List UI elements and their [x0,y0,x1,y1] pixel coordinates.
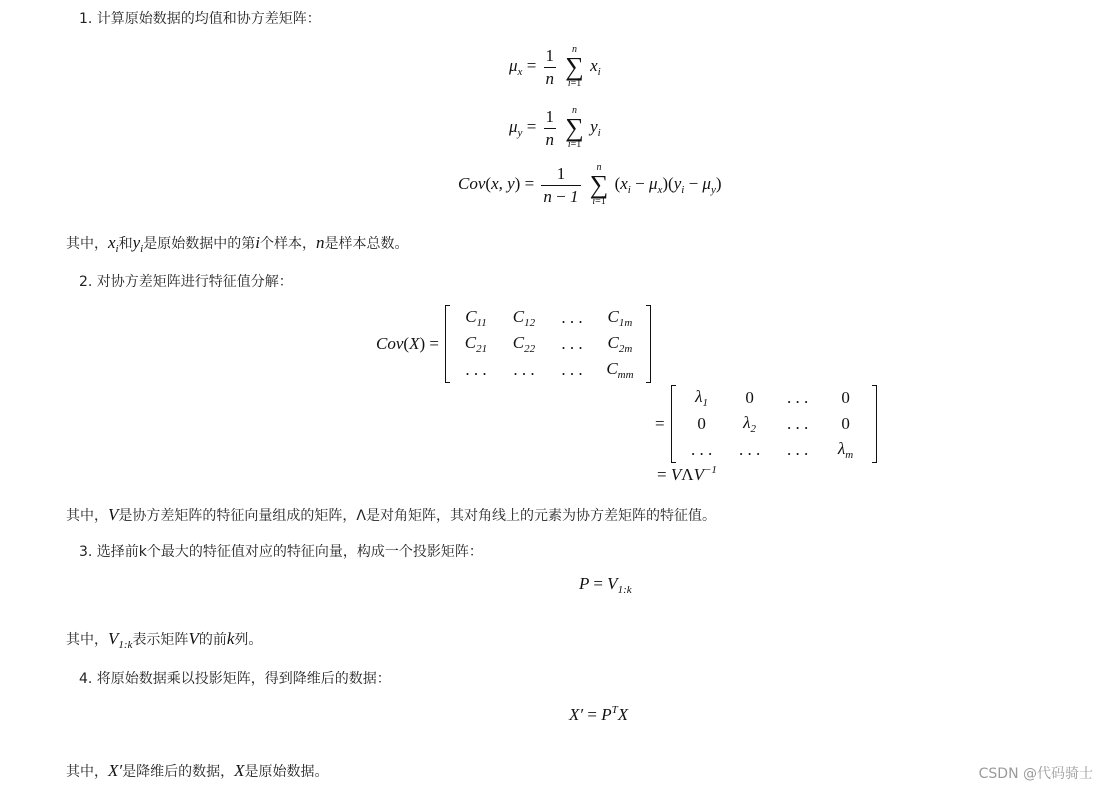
formula-decomposition: = $V\Lambda V^{-1}$ [657,464,717,484]
formula-mean-x: $\mu_x$ = $\frac{1}{n}$ n ∑ i=1 $x_i$ [509,44,601,89]
formula-projection: $P = V_{1:k}$ [579,574,632,596]
formula-covariance: Cov(x, y) = $\frac{1}{n - 1}$ n ∑ i=1 $(x_i - \mu_x)(y_i - \mu_y)$ [458,162,722,207]
step-3-heading: 3. 选择前k个最大的特征值对应的特征向量，构成一个投影矩阵： [79,544,483,560]
covariance-matrix: $C_{11}$ $C_{12}$ . . . $C_{1m}$ $C_{21}$ $C_{22}$ . . . $C_{2m}$ . . . . . . . . . $C_{mm}$ [445,305,651,383]
note-1: 其中，$x_i$和$y_i$是原始数据中的第i个样本，n是样本总数。 [66,233,409,255]
note-2: 其中，V是协方差矩阵的特征向量组成的矩阵，Λ是对角矩阵，其对角线上的元素为协方差矩阵的特征值。 [66,505,716,524]
formula-cov-matrix: Cov(X) = $C_{11}$ $C_{12}$ . . . $C_{1m}$ $C_{21}$ $C_{22}$ . . . $C_{2m}$ . . . . . . . . . $C_{mm}$ [376,305,651,383]
step-4-heading: 4. 将原始数据乘以投影矩阵，得到降维后的数据： [79,671,391,687]
eigenvalue-matrix: $\lambda_1$ 0 . . . 0 0 $\lambda_2$ . . . 0 . . . . . . . . . $\lambda_m$ [671,385,877,463]
note-4: 其中，X′是降维后的数据，X是原始数据。 [66,761,329,780]
step-2-heading: 2. 对协方差矩阵进行特征值分解： [79,274,293,290]
formula-reduced-data: $X' = P^TX$ [569,704,629,724]
formula-mean-y: $\mu_y$ = $\frac{1}{n}$ n ∑ i=1 $y_i$ [509,105,601,150]
csdn-watermark: CSDN @代码骑士 [978,766,1093,782]
note-3: 其中，$V_{1:k}$表示矩阵V的前k列。 [66,629,263,651]
formula-eigen-matrix: = $\lambda_1$ 0 . . . 0 0 $\lambda_2$ . . . 0 . . . . . . . . . $\lambda_m$ [655,385,877,463]
step-1-heading: 1. 计算原始数据的均值和协方差矩阵： [79,11,321,27]
